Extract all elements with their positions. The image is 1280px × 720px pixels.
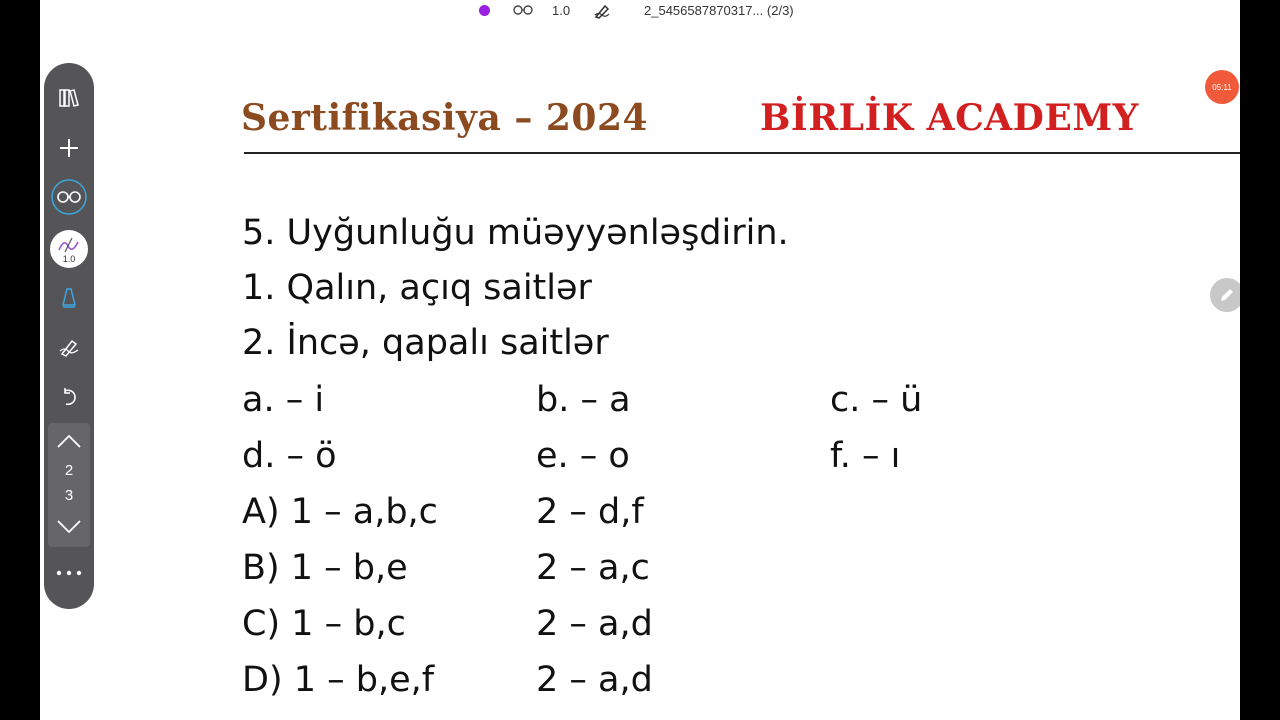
- top-status-bar: [40, 0, 1240, 24]
- add-button[interactable]: [44, 130, 94, 166]
- option-c: c. – ü: [830, 380, 923, 420]
- option-a: a. – i: [242, 380, 325, 420]
- undo-button[interactable]: [44, 379, 94, 415]
- answer-b-left: B) 1 – b,e: [242, 548, 408, 588]
- question-title: 5. Uyğunluğu müəyyənləşdirin.: [242, 213, 789, 253]
- answer-d-left: D) 1 – b,e,f: [242, 660, 435, 700]
- answer-d-right: 2 – a,d: [536, 660, 653, 700]
- answer-c-left: C) 1 – b,c: [242, 604, 406, 644]
- option-d: d. – ö: [242, 436, 337, 476]
- reading-glasses-icon: [50, 178, 88, 216]
- library-button[interactable]: [44, 80, 94, 116]
- highlighter-icon: [57, 286, 81, 310]
- pencil-icon: [1218, 286, 1236, 304]
- more-button[interactable]: [44, 555, 94, 591]
- reading-mode-button[interactable]: [44, 179, 94, 215]
- prev-page-button[interactable]: [44, 423, 94, 459]
- option-b: b. – a: [536, 380, 631, 420]
- signature-icon[interactable]: [593, 2, 611, 20]
- recording-timer[interactable]: 05:11: [1205, 70, 1239, 104]
- pen-tool-icon: [50, 230, 88, 268]
- annotation-toolbar: [44, 63, 94, 609]
- undo-icon: [58, 386, 80, 408]
- more-icon: [56, 570, 82, 576]
- header-title: Sertifikasiya – 2024: [241, 97, 649, 139]
- pen-width-label: 1.0: [62, 254, 76, 264]
- file-name: 2_5456587870317... (2/3): [644, 3, 794, 18]
- answer-a-right: 2 – d,f: [536, 492, 644, 532]
- total-pages: 3: [64, 487, 74, 504]
- signature-button[interactable]: [44, 329, 94, 365]
- chevron-up-icon: [56, 433, 82, 449]
- reading-mode-icon[interactable]: [512, 3, 534, 17]
- header-divider: [244, 152, 1240, 154]
- color-dot-icon[interactable]: [479, 5, 490, 16]
- signature-icon: [57, 335, 81, 359]
- library-icon: [57, 86, 81, 110]
- next-page-button[interactable]: [44, 509, 94, 545]
- pdf-viewer: [40, 0, 1240, 720]
- option-f: f. – ı: [830, 436, 901, 476]
- answer-a-left: A) 1 – a,b,c: [242, 492, 438, 532]
- page-navigator: [48, 423, 90, 547]
- zoom-level[interactable]: 1.0: [552, 3, 571, 18]
- answer-b-right: 2 – a,c: [536, 548, 650, 588]
- option-e: e. – o: [536, 436, 630, 476]
- answer-c-right: 2 – a,d: [536, 604, 653, 644]
- current-page: 2: [64, 462, 74, 479]
- chevron-down-icon: [56, 519, 82, 535]
- plus-icon: [57, 136, 81, 160]
- match-item-2: 2. İncə, qapalı saitlər: [242, 323, 609, 363]
- pen-tool-button[interactable]: [44, 228, 94, 270]
- edit-button[interactable]: [1210, 278, 1240, 312]
- match-item-1: 1. Qalın, açıq saitlər: [242, 268, 592, 308]
- highlighter-button[interactable]: [44, 280, 94, 316]
- header-brand: BİRLİK ACADEMY: [760, 97, 1139, 139]
